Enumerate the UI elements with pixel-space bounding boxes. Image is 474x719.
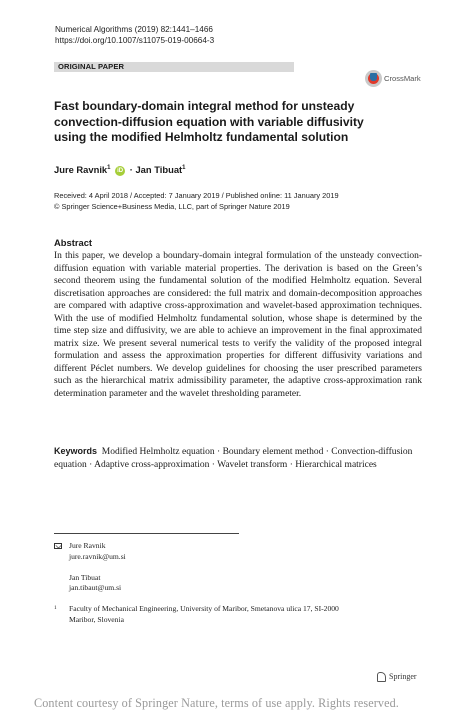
affiliation-block xyxy=(54,604,414,628)
journal-citation: Numerical Algorithms (2019) 82:1441–1466 xyxy=(55,25,213,34)
courtesy-notice: Content courtesy of Springer Nature, terms of use apply. Rights reserved. xyxy=(34,696,399,710)
affiliation-number: 1 xyxy=(54,605,57,611)
dates-line: Received: 4 April 2018 / Accepted: 7 January 2019 / Published online: 11 January 2019 xyxy=(54,191,339,200)
title-line: using the modified Helmholtz fundamental solution xyxy=(54,130,349,144)
springer-horse-icon xyxy=(377,672,386,682)
publication-history xyxy=(54,191,339,212)
author-affiliation-mark: 1 xyxy=(107,165,111,171)
author-affiliation-mark: 1 xyxy=(182,165,186,171)
footnote-divider xyxy=(54,533,239,534)
journal-header xyxy=(55,24,214,46)
correspondent-email[interactable]: jure.ravnik@um.si xyxy=(69,551,126,561)
springer-logo xyxy=(377,672,417,682)
title-line: convection-diffusion equation with variable diffusivity xyxy=(54,114,364,129)
abstract-text: In this paper, we develop a boundary-domain integral formulation of the unsteady convection-diffusion equation with variable material properties. The derivation is based on the Green’s second theorem using the fundamental solution of the modified Helmholtz equation. Several discretisation approaches are considered: the full matrix and domain-decomposition approaches are compared with adaptive cross-approximation and wavelet-based approximation techniques. With the use of modified Helmholtz fundamental solution, whose shape is determined by the time step size and diffusivity, we are able to achieve an improvement in the final approximated matrix size. We present several numerical tests to verify the validity of the proposed integral formulation and assess the approximation properties for different diffusivity variations and different Péclet numbers. We develop guidelines for choosing the user prescribed parameters such as the hierarchical matrix admissibility parameter, the adaptive cross-approximation rank determination parameter and the wavelet thresholding parameter. xyxy=(54,251,422,399)
crossmark-badge[interactable] xyxy=(365,70,423,92)
orcid-icon[interactable]: iD xyxy=(117,167,124,174)
crossmark-icon xyxy=(365,70,382,87)
correspondent-name: Jan Tibuat xyxy=(69,572,101,582)
keywords-text: Modified Helmholtz equation · Boundary element method · Convection-diffusion equation · Adaptive cross-approximation · Wavelet transform · Hierarchical matrices xyxy=(54,447,413,470)
abstract-heading: Abstract xyxy=(54,237,93,248)
affiliation-line: Faculty of Mechanical Engineering, University of Maribor, Smetanova ulica 17, SI-2000 xyxy=(69,604,339,613)
paper-title xyxy=(54,99,424,146)
author-name[interactable]: Jure Ravnik xyxy=(54,164,108,176)
author-separator: · xyxy=(129,164,133,176)
correspondent-name: Jure Ravnik xyxy=(69,541,106,550)
copyright-line: © Springer Science+Business Media, LLC, part of Springer Nature 2019 xyxy=(54,201,290,211)
crossmark-label: CrossMark xyxy=(384,74,421,83)
affiliation-line: Maribor, Slovenia xyxy=(69,614,124,624)
title-line: Fast boundary-domain integral method for unsteady xyxy=(54,99,355,113)
doi-link[interactable]: https://doi.org/10.1007/s11075-019-00664-3 xyxy=(55,36,215,45)
publisher-name: Springer xyxy=(389,672,417,681)
correspondent-email[interactable]: jan.tibaut@um.si xyxy=(69,583,122,592)
envelope-icon xyxy=(54,543,62,549)
author-list xyxy=(54,162,186,176)
correspondence-block xyxy=(54,541,354,591)
keywords-block xyxy=(54,445,422,471)
article-type-label: ORIGINAL PAPER xyxy=(58,62,125,71)
keywords-label: Keywords xyxy=(54,446,98,456)
author-name[interactable]: Jan Tibuat xyxy=(135,164,183,176)
